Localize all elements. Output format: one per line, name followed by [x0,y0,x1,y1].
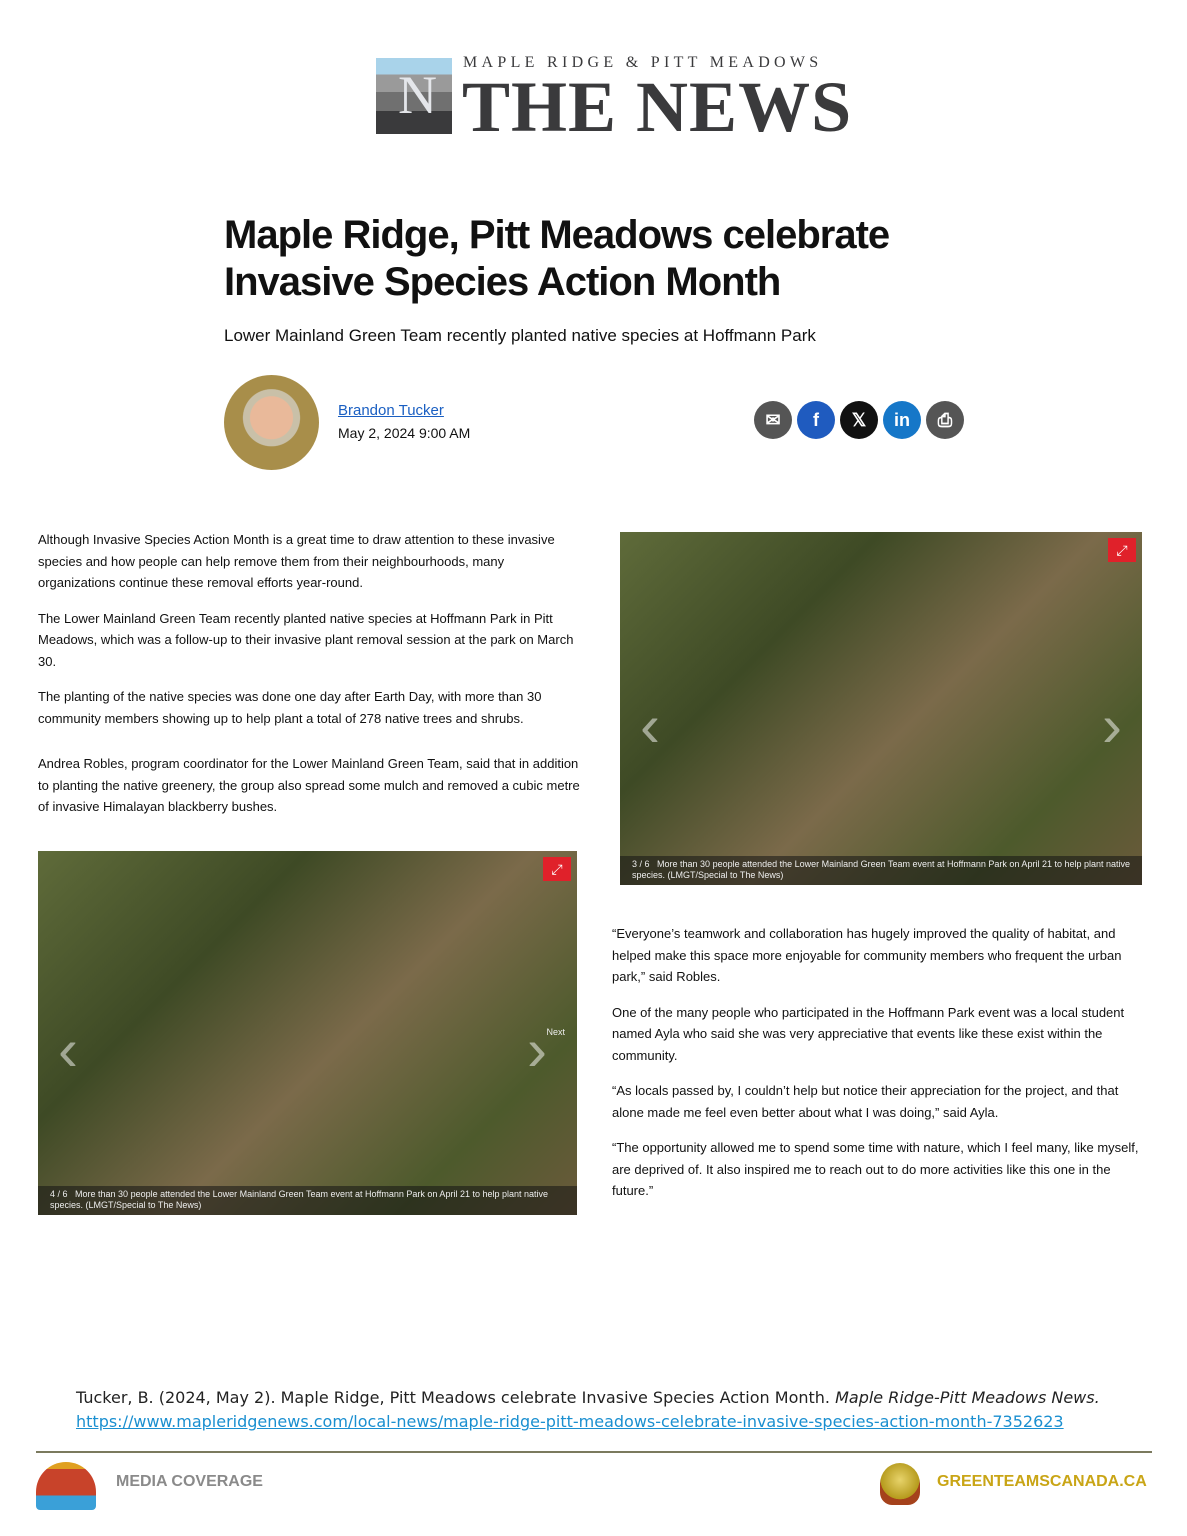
prev-arrow-icon[interactable]: ‹ [58,1015,78,1083]
print-icon[interactable]: ⎙ [926,401,964,439]
left-column [38,529,583,832]
green-team-logo-icon [36,1462,96,1510]
footer-website: GREENTEAMSCANADA.CA [937,1473,1147,1490]
article-title: Maple Ridge, Pitt Meadows celebrate Invasive Species Action Month [224,213,890,304]
masthead-subtitle: MAPLE RIDGE & PITT MEADOWS [463,54,823,71]
citation-link[interactable]: https://www.mapleridgenews.com/local-news/maple-ridge-pitt-meadows-celebrate-invasive-species-action-month-7352623 [76,1412,1064,1431]
paragraph: The planting of the native species was done one day after Earth Day, with more than 30 community members showing up to help plant a total of 278 native trees and shrubs. [38,689,542,726]
paragraph: The Lower Mainland Green Team recently planted native species at Hoffmann Park in Pitt Meadows, which was a follow-up to their invasive plant removal session at the park on March 30. [38,610,574,669]
next-arrow-icon[interactable]: › [1102,691,1122,759]
article-subtitle: Lower Mainland Green Team recently planted native species at Hoffmann Park [224,326,816,345]
paragraph: Andrea Robles, program coordinator for the Lower Mainland Green Team, said that in addition to planting the native greenery, the group also spread some mulch and removed a cubic metre of invasive Himalayan blackberry bushes. [38,756,580,814]
author-link[interactable]: Brandon Tucker [338,402,444,419]
next-arrow-icon[interactable]: › [527,1015,547,1083]
footer-label: MEDIA COVERAGE [116,1473,263,1490]
facebook-icon[interactable]: f [797,401,835,439]
photo-caption: 4 / 6 More than 30 people attended the Lower Mainland Green Team event at Hoffmann Park on April 21 to help plant native species. (LMGT/Special to The News) [38,1186,577,1215]
paragraph: One of the many people who participated in the Hoffmann Park event was a local student named Ayla who said she was very appreciative that events like these exist within the community. [612,1004,1125,1063]
photo-caption: 3 / 6 More than 30 people attended the Lower Mainland Green Team event at Hoffmann Park on April 21 to help plant native species. (LMGT/Special to The News) [620,856,1142,885]
prev-arrow-icon[interactable]: ‹ [640,691,660,759]
paragraph: “As locals passed by, I couldn’t help but notice their appreciation for the project, and that alone made me feel even better about what I was doing,” said Ayla. [612,1083,1119,1120]
citation: Tucker, B. (2024, May 2). Maple Ridge, Pitt Meadows celebrate Invasive Species Action Month. Maple Ridge-Pitt Meadows News. https://www.mapleridgenews.com/local-news/maple-ridge-pitt-meadows-celebrate-invasive-species-action-month-7352623 [76,1388,1100,1431]
paragraph: “The opportunity allowed me to spend some time with nature, which I feel many, like myself, are deprived of. It also inspired me to reach out to do more activities like this one in the future.” [612,1140,1139,1198]
photo-slide-3[interactable] [620,532,1142,885]
x-icon[interactable]: 𝕏 [840,401,878,439]
expand-icon[interactable]: ⤢ [1108,538,1136,562]
news-logo-icon: N [376,58,452,134]
linkedin-icon[interactable]: in [883,401,921,439]
photo-slide-4[interactable] [38,851,577,1215]
paragraph: “Everyone’s teamwork and collaboration has hugely improved the quality of habitat, and helped make this space more enjoyable for community members who frequent the urban park,” said Robles. [612,926,1122,984]
email-icon[interactable]: ✉ [754,401,792,439]
tree-logo-icon [880,1463,920,1505]
paragraph: Although Invasive Species Action Month is a great time to draw attention to these invasive species and how people can help remove them from their neighbourhoods, many organizations continue these removal efforts year-round. [38,532,555,590]
masthead-name: THE NEWS [462,67,853,147]
author-avatar [224,375,319,470]
publish-date: May 2, 2024 9:00 AM [338,425,471,441]
footer-divider [36,1451,1152,1453]
expand-icon[interactable]: ⤢ [543,857,571,881]
right-column [612,923,1152,1216]
next-label[interactable]: Next [546,1027,565,1037]
